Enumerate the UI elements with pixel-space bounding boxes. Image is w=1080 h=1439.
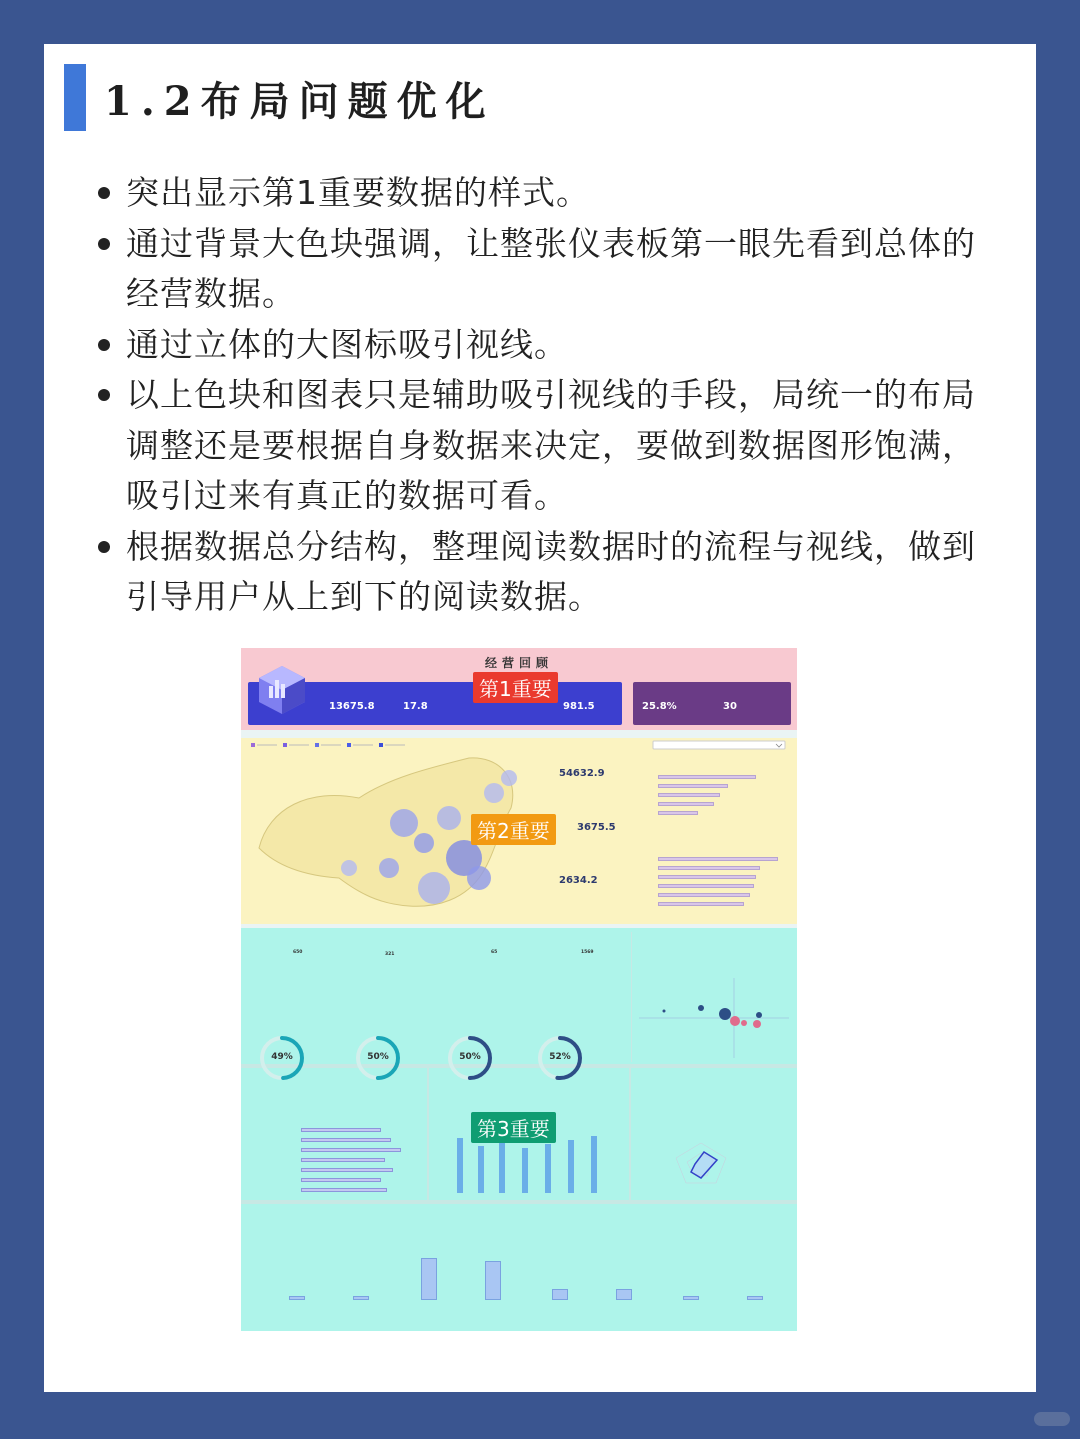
supply-value: 650 xyxy=(293,950,303,955)
rank-bar xyxy=(658,884,754,888)
kpi-label xyxy=(329,692,375,698)
gauge-value: 52% xyxy=(549,1052,571,1062)
rank-bar xyxy=(658,775,756,779)
stat-value: 54632.9 xyxy=(559,768,605,779)
bullet-item: 通过立体的大图标吸引视线。 xyxy=(96,320,976,371)
rank-bar xyxy=(658,902,744,906)
filter-dropdown[interactable] xyxy=(633,740,787,750)
priority-tag-3: 第3重要 xyxy=(471,1112,556,1143)
kpi-rank xyxy=(723,692,737,712)
stat-value: 3675.5 xyxy=(577,822,616,833)
radar-chart xyxy=(671,1138,731,1188)
kpi-per-capita xyxy=(403,692,428,712)
bullet-item: 突出显示第1重要数据的样式。 xyxy=(96,168,976,219)
map-stat xyxy=(559,766,605,779)
scatter-chart xyxy=(639,978,789,1058)
watermark-badge xyxy=(1034,1412,1070,1426)
rank-bar xyxy=(658,866,760,870)
gauge-value: 49% xyxy=(271,1052,293,1062)
supply-value: 65 xyxy=(491,950,498,955)
isometric-chart-icon xyxy=(253,660,311,718)
supply-value: 1569 xyxy=(581,950,594,955)
map-stat xyxy=(559,873,598,886)
stat-value: 2634.2 xyxy=(559,875,598,886)
kpi-value: 25.8% xyxy=(642,701,677,712)
rank-bar xyxy=(658,802,714,806)
rank-bar xyxy=(658,875,756,879)
supply-value: 321 xyxy=(385,952,395,957)
dashboard-title: 经营回顾 xyxy=(484,656,553,670)
rank-bar xyxy=(658,811,698,815)
divider xyxy=(629,1068,631,1200)
kpi-value: 30 xyxy=(723,701,737,712)
heading-accent-bar xyxy=(64,64,86,131)
bullet-list xyxy=(96,168,976,623)
divider xyxy=(631,932,632,1062)
priority-tag-2: 第2重要 xyxy=(471,814,556,845)
rank-bar xyxy=(658,784,728,788)
kpi-value: 981.5 xyxy=(563,701,595,712)
gauge-value: 50% xyxy=(459,1052,481,1062)
dashboard-screenshot xyxy=(241,648,797,1331)
rank-bar xyxy=(658,857,778,861)
kpi-value: 17.8 xyxy=(403,701,428,712)
kpi-sales xyxy=(329,692,375,712)
gauge-value: 50% xyxy=(367,1052,389,1062)
rank-bar xyxy=(658,793,720,797)
divider xyxy=(427,1068,429,1200)
map-stat xyxy=(577,820,616,833)
priority-tag-1: 第1重要 xyxy=(473,672,558,703)
kpi-value: 13675.8 xyxy=(329,701,375,712)
divider xyxy=(241,1200,797,1204)
bullet-item: 根据数据总分结构，整理阅读数据时的流程与视线，做到引导用户从上到下的阅读数据。 xyxy=(96,522,976,623)
page-title: 1.2布局问题优化 xyxy=(104,78,495,125)
divider xyxy=(241,1064,797,1068)
rank-bar xyxy=(658,893,750,897)
kpi-share xyxy=(642,692,677,712)
bullet-item: 以上色块和图表只是辅助吸引视线的手段，局统一的布局调整还是要根据自身数据来决定，要做到数据图形饱满，吸引过来有真正的数据可看。 xyxy=(96,370,976,522)
kpi-income xyxy=(563,692,595,712)
bullet-item: 通过背景大色块强调，让整张仪表板第一眼先看到总体的经营数据。 xyxy=(96,219,976,320)
